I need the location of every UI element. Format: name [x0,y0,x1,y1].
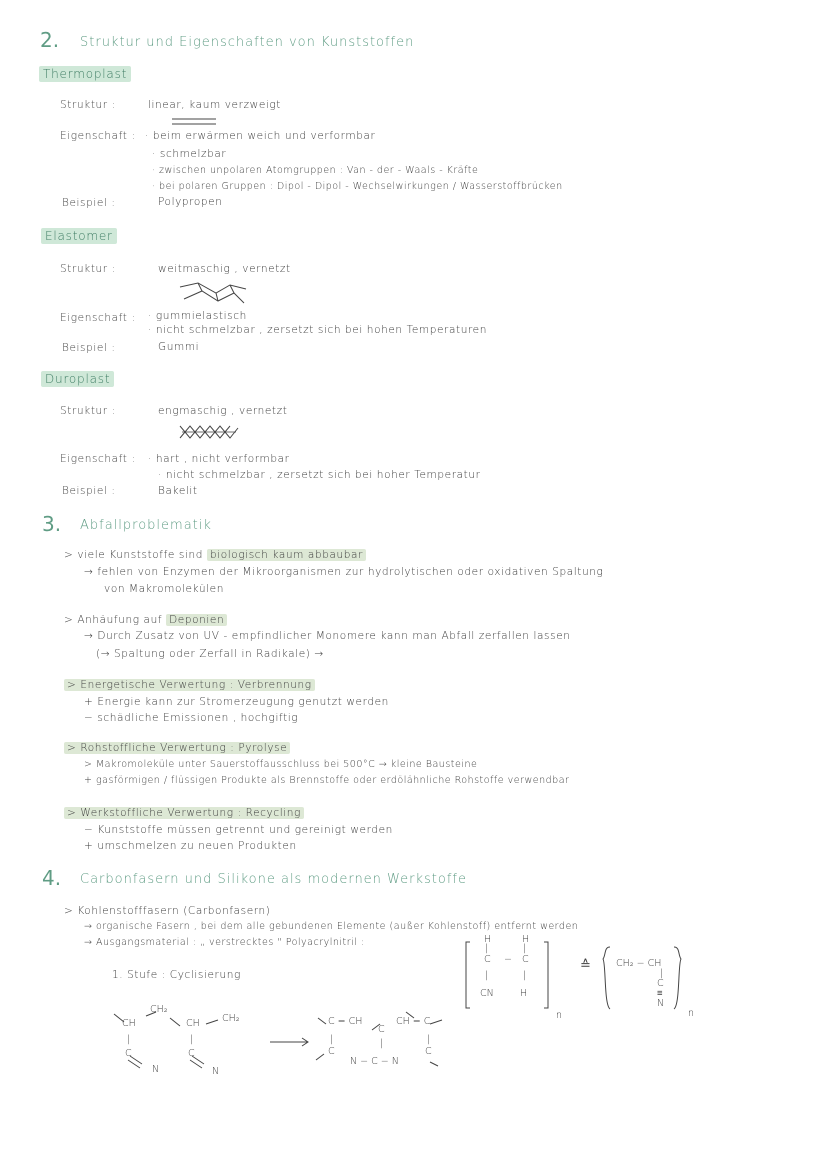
product-ch-eq-c: CH = C [396,1016,431,1027]
thermoplast-eigenschaft-3: · zwischen unpolaren Atomgruppen : Van - der - Waals - Kräfte [152,165,479,176]
corresponds-symbol: ≙ [580,958,591,973]
duroplast-eigenschaft-1: · hart , nicht verformbar [148,453,290,465]
reactant-c-1: C [125,1048,132,1059]
abfall-bullet-5 [64,807,304,819]
pan-bar-4: | [523,970,527,981]
product-bar-3: | [427,1034,431,1045]
pan2-bar: | [660,968,664,979]
abfall-bullet-1-text: > viele Kunststoffe sind [64,549,204,561]
narrow-mesh-structure-icon [178,422,240,442]
pan2-triple: ≡ [657,988,663,999]
abfall-bullet-2-sub-1: → Durch Zusatz von UV - empfindlicher Monomere kann man Abfall zerfallen lassen [84,630,571,642]
pan-h-top-1: H [484,934,492,945]
abfall-bullet-1-sub-2: von Makromolekülen [104,583,224,595]
abfall-bullet-2-text: > Anhäufung auf [64,614,163,626]
reactant-n-2: N [212,1066,220,1077]
thermoplast-beispiel-label: Beispiel : [62,197,116,209]
duroplast-beispiel-label: Beispiel : [62,485,116,497]
reactant-c-2: C [188,1048,195,1059]
pan2-c: C [657,978,664,989]
polyacrylnitril-bracket-right [600,945,690,1015]
abfall-bullet-3-highlight: > Energetische Verwertung : Verbrennung [64,679,315,691]
section-4-title: Carbonfasern und Silikone als modernen Werkstoffe [80,872,467,887]
product-c-eq-ch: C = CH [328,1016,363,1027]
abfall-bullet-5-highlight: > Werkstoffliche Verwertung : Recycling [64,807,304,819]
pan-c-1: C [484,954,491,965]
elastomer-tag: Elastomer [41,228,117,244]
elastomer-eigenschaft-2: · nicht schmelzbar , zersetzt sich bei hohen Temperaturen [148,324,487,336]
carbon-bullet-1: > Kohlenstofffasern (Carbonfasern) [64,905,271,917]
thermoplast-eigenschaft-2: · schmelzbar [152,148,227,160]
section-3-number: 3. [42,512,62,536]
elastomer-beispiel-value: Gummi [158,341,200,353]
section-2-title: Struktur und Eigenschaften von Kunststoffen [80,35,415,50]
duroplast-beispiel-value: Bakelit [158,485,198,497]
product-c-1: C [328,1046,335,1057]
thermoplast-tag: Thermoplast [39,66,131,82]
pan-h-bottom: H [520,988,528,999]
duroplast-eigenschaft-label: Eigenschaft : [60,453,136,465]
abfall-bullet-5-minus: − Kunststoffe müssen getrennt und gereinigt werden [84,824,393,836]
elastomer-struktur-label: Struktur : [60,263,116,275]
abfall-bullet-3-plus: + Energie kann zur Stromerzeugung genutzt werden [84,696,389,708]
abfall-bullet-3-minus: − schädliche Emissionen , hochgiftig [84,712,299,724]
duroplast-tag: Duroplast [41,371,114,387]
cyclisierung-step: 1. Stufe : Cyclisierung [112,969,241,981]
pan2-n: N [657,998,665,1009]
wide-mesh-structure-icon [178,279,250,307]
carbon-bullet-1-sub-2: → Ausgangsmaterial : „ verstrecktes " Polyacrylnitril : [84,937,365,948]
pan-c-2: C [522,954,529,965]
abfall-bullet-5-plus: + umschmelzen zu neuen Produkten [84,840,297,852]
product-c-2: C [425,1046,432,1057]
pan-h-top-2: H [522,934,530,945]
thermoplast-struktur-value: linear, kaum verzweigt [148,99,282,111]
section-3-title: Abfallproblematik [80,518,212,533]
abfall-bullet-3 [64,679,315,691]
carbon-bullet-1-sub-1: → organische Fasern , bei dem alle gebundenen Elemente (außer Kohlenstoff) entfernt werden [84,921,579,932]
elastomer-eigenschaft-label: Eigenschaft : [60,312,136,324]
abfall-bullet-4-sub-2: + gasförmigen / flüssigen Produkte als Brennstoffe oder erdölähnliche Rohstoffe verwendbar [84,775,570,786]
pan-bar-1: | [485,943,489,954]
reactant-ch2-1: CH₂ [150,1004,168,1015]
linear-structure-icon [170,117,220,129]
duroplast-struktur-value: engmaschig , vernetzt [158,405,288,417]
section-2-number: 2. [40,28,60,52]
abfall-bullet-1-sub-1: → fehlen von Enzymen der Mikroorganismen zur hydrolytischen oder oxidativen Spaltung [84,566,604,578]
pan-cn: CN [480,988,494,999]
abfall-bullet-1-highlight: biologisch kaum abbaubar [207,549,366,561]
pan-bar-3: | [485,970,489,981]
abfall-bullet-2-highlight: Deponien [166,614,227,626]
abfall-bullet-2-sub-2: (→ Spaltung oder Zerfall in Radikale) → [96,648,324,660]
thermoplast-beispiel-value: Polypropen [158,196,223,208]
abfall-bullet-4 [64,742,290,754]
duroplast-eigenschaft-2: · nicht schmelzbar , zersetzt sich bei hoher Temperatur [158,469,481,481]
pan-dash: − [504,954,512,965]
product-c-mid: C [378,1024,385,1035]
product-bar-1: | [330,1034,334,1045]
pan2-ch2-ch: CH₂ − CH [616,958,662,969]
pan-bar-2: | [523,943,527,954]
product-n-c-n: N − C − N [350,1056,399,1067]
reactant-ch-1: CH [122,1018,136,1029]
reactant-ch2-2: CH₂ [222,1013,240,1024]
thermoplast-struktur-label: Struktur : [60,99,116,111]
elastomer-eigenschaft-1: · gummielastisch [148,310,247,322]
abfall-bullet-4-highlight: > Rohstoffliche Verwertung : Pyrolyse [64,742,290,754]
thermoplast-eigenschaft-4: · bei polaren Gruppen : Dipol - Dipol - Wechselwirkungen / Wasserstoffbrücken [152,181,563,192]
elastomer-beispiel-label: Beispiel : [62,342,116,354]
thermoplast-eigenschaft-1: · beim erwärmen weich und verformbar [145,130,376,142]
duroplast-struktur-label: Struktur : [60,405,116,417]
reactant-bar-2: | [190,1034,194,1045]
thermoplast-eigenschaft-label: Eigenschaft : [60,130,136,142]
pan-n-index: n [556,1010,563,1021]
abfall-bullet-2 [64,614,227,626]
reactant-n-1: N [152,1064,160,1075]
pan2-n-index: n [688,1008,695,1019]
section-4-number: 4. [42,866,62,890]
reaction-arrow-icon [268,1036,312,1048]
elastomer-struktur-value: weitmaschig , vernetzt [158,263,291,275]
reactant-ch-2: CH [186,1018,200,1029]
polyacrylnitril-bracket-left [464,940,554,1012]
product-bar-2: | [380,1038,384,1049]
reactant-bar-1: | [127,1034,131,1045]
abfall-bullet-1 [64,549,366,561]
abfall-bullet-4-sub-1: > Makromoleküle unter Sauerstoffausschluss bei 500°C → kleine Bausteine [84,759,478,770]
